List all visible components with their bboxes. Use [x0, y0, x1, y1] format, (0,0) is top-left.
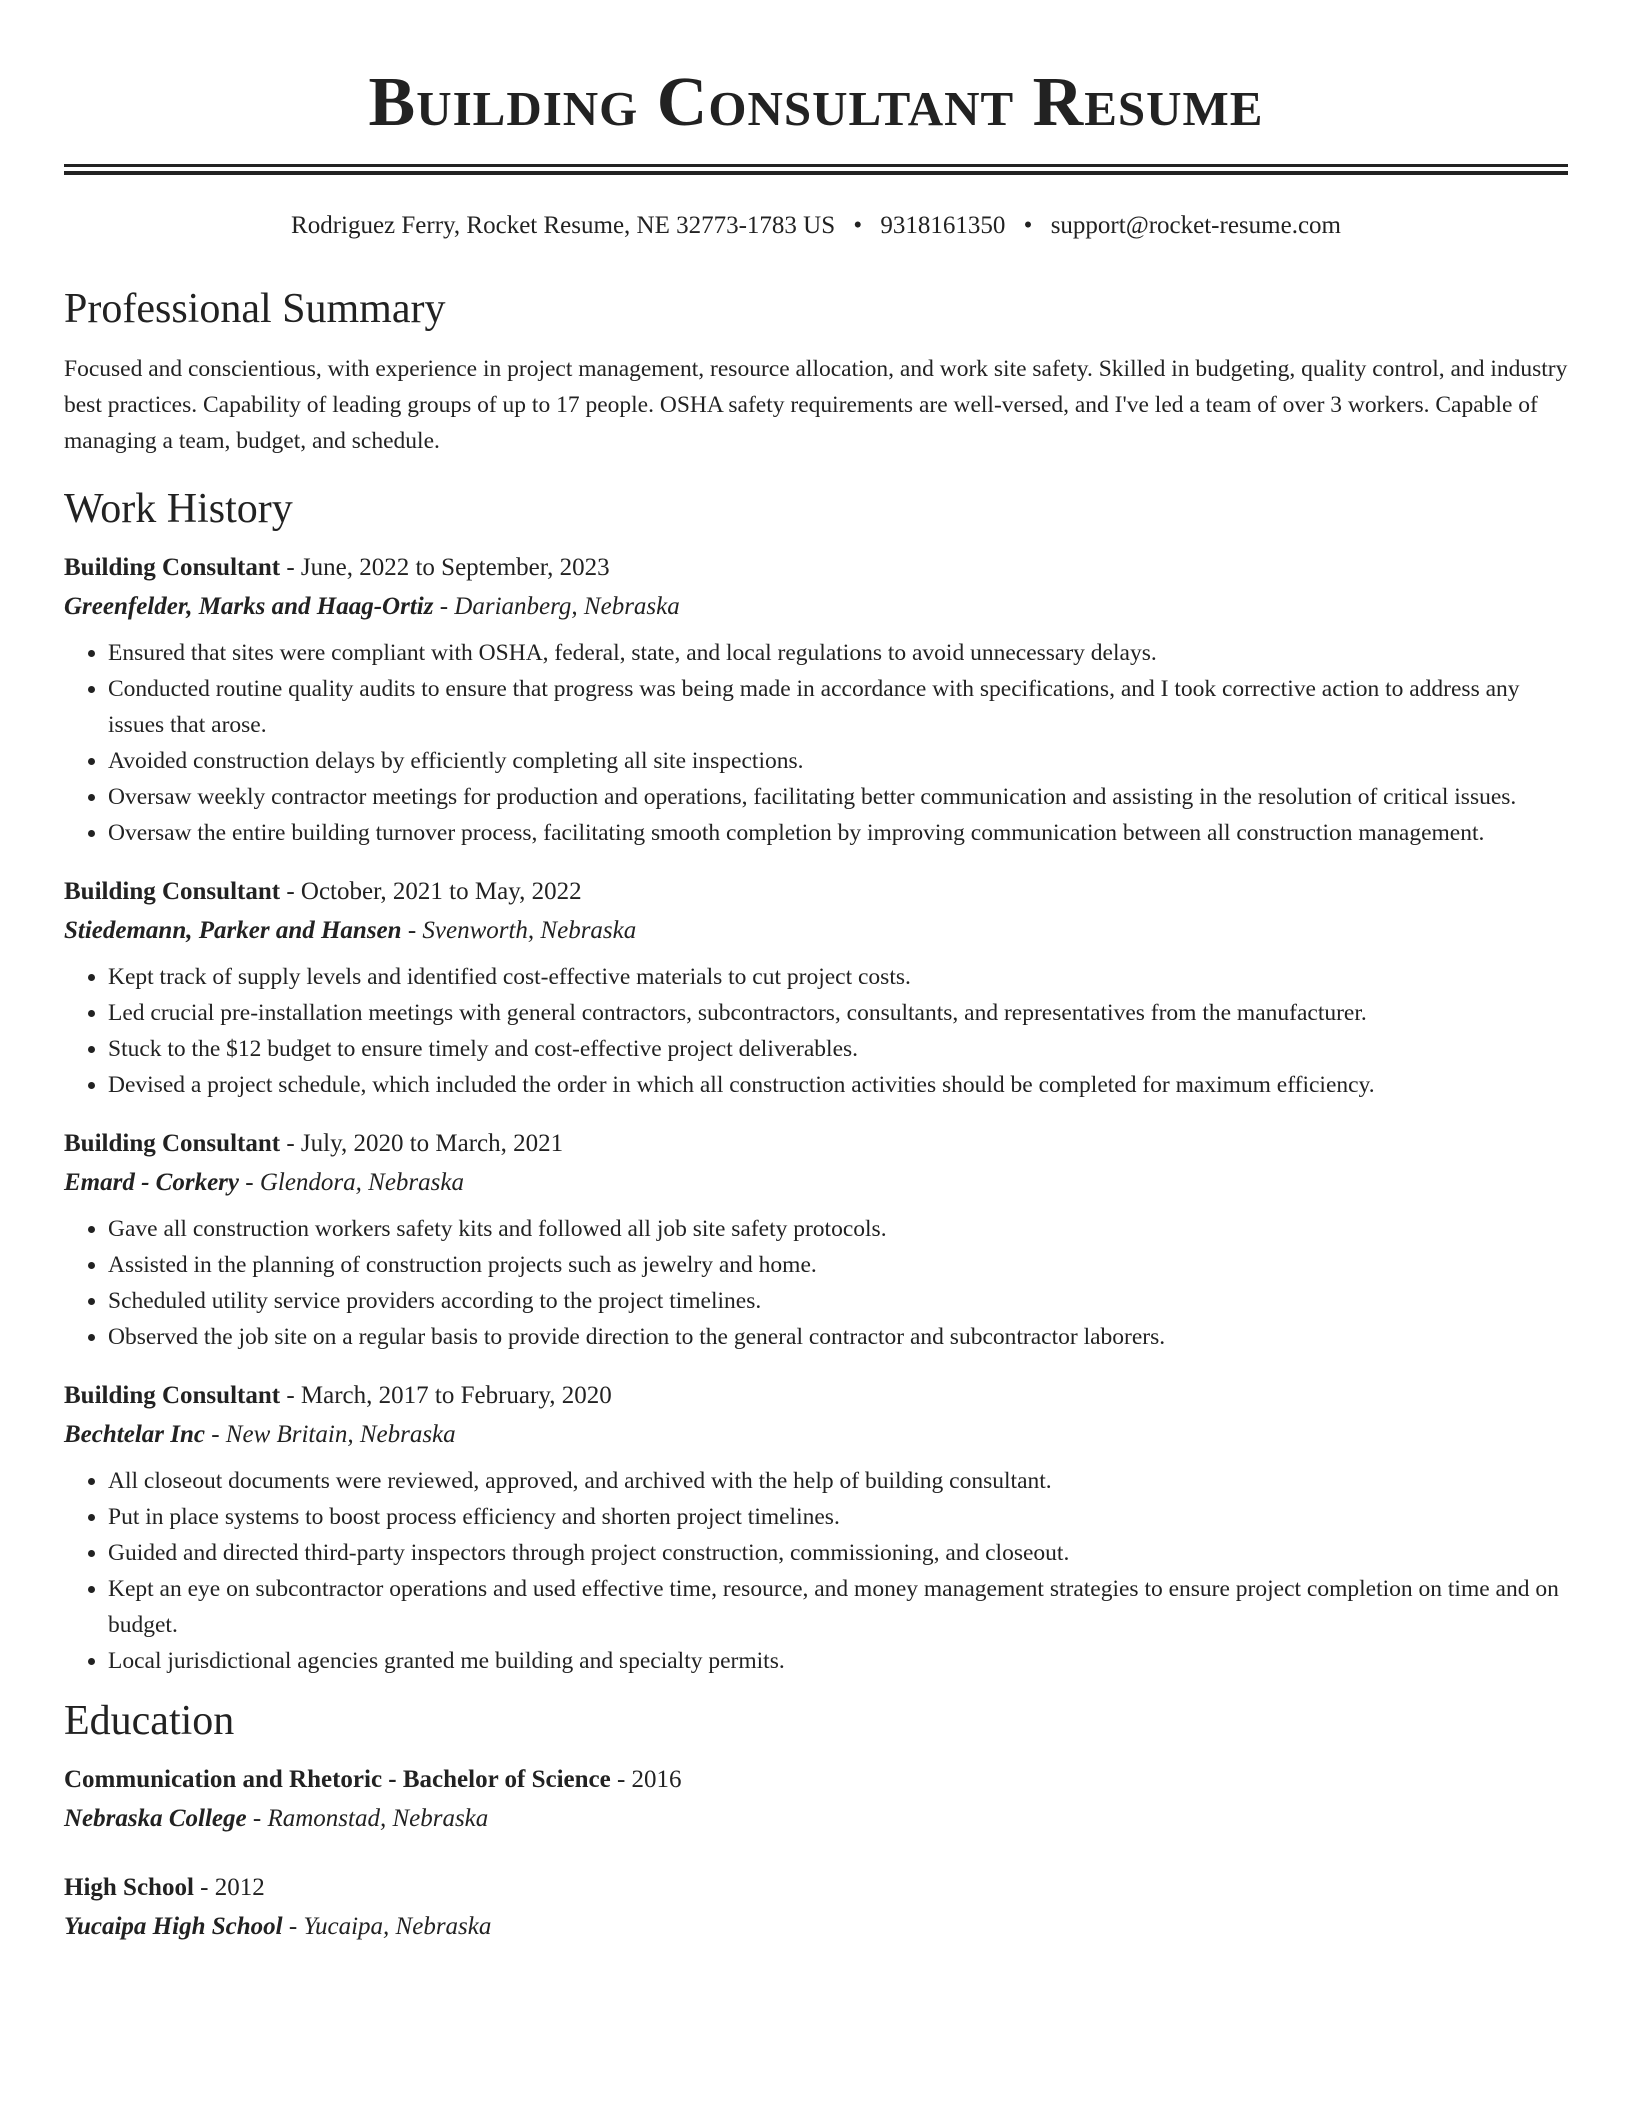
job-company: Bechtelar Inc [64, 1421, 205, 1448]
summary-heading: Professional Summary [64, 286, 446, 332]
job-bullet-item: • Put in place systems to boost process efficiency and shorten project timelines. [108, 1499, 1568, 1535]
education-degree-line [64, 1869, 1568, 1907]
job-bullet-item: • Observed the job site on a regular basis to provide direction to the general contractor and subcontractor laborers. [108, 1319, 1568, 1355]
education-degree: Communication and Rhetoric - Bachelor of Science [64, 1766, 611, 1793]
education-year: - 2016 [610, 1766, 682, 1793]
education-entry [64, 1869, 1568, 1947]
job-location: - Svenworth, Nebraska [401, 917, 637, 944]
job-company-line [64, 1163, 1568, 1203]
job-entry [64, 549, 1568, 851]
education-school-line [64, 1907, 1568, 1947]
job-bullet-item: • Gave all construction workers safety kits and followed all job site safety protocols. [108, 1211, 1568, 1247]
job-bullet-item: • Guided and directed third-party inspectors through project construction, commissioning, and closeout. [108, 1535, 1568, 1571]
work-history-heading: Work History [64, 486, 293, 532]
job-bullet-item: • Assisted in the planning of construction projects such as jewelry and home. [108, 1247, 1568, 1283]
job-bullet-item: • Led crucial pre-installation meetings with general contractors, subcontractors, consultants, and representatives from the manufacturer. [108, 995, 1568, 1031]
job-title: Building Consultant [64, 554, 281, 581]
job-title: Building Consultant [64, 1382, 281, 1409]
job-bullet-item: • Kept track of supply levels and identified cost-effective materials to cut project costs. [108, 959, 1568, 995]
job-location: - Darianberg, Nebraska [433, 593, 680, 620]
job-bullets [64, 959, 1568, 1103]
education-school: Nebraska College [64, 1805, 247, 1832]
job-company-line [64, 587, 1568, 627]
job-entry [64, 873, 1568, 1103]
education-school: Yucaipa High School [64, 1913, 283, 1940]
summary-text: Focused and conscientious, with experience in project management, resource allocation, and work site safety. Skilled in budgeting, quality control, and industry best practices. Capability of leading groups of up to 17 people. OSHA safety requirements are well-versed, and I've led a team of over 3 workers. Capable of managing a team, budget, and schedule. [64, 356, 1568, 454]
job-dates: - June, 2022 to September, 2023 [280, 554, 610, 581]
education-degree: High School [64, 1874, 194, 1901]
contact-line [64, 209, 1568, 243]
resume-page [64, 0, 1568, 1947]
job-bullet-item: • Devised a project schedule, which included the order in which all construction activities should be completed for maximum efficiency. [108, 1067, 1568, 1103]
job-title-line [64, 873, 1568, 911]
education-year: - 2012 [193, 1874, 265, 1901]
job-company: Greenfelder, Marks and Haag-Ortiz [64, 593, 434, 620]
job-bullet-item: • Kept an eye on subcontractor operations and used effective time, resource, and money management strategies to ensure project completion on time and on budget. [108, 1571, 1568, 1643]
job-company: Stiedemann, Parker and Hansen [64, 917, 402, 944]
job-dates: - October, 2021 to May, 2022 [280, 878, 582, 905]
job-bullet-item: • Oversaw the entire building turnover process, facilitating smooth completion by improving communication between all construction management. [108, 815, 1568, 851]
job-bullet-item: • Ensured that sites were compliant with OSHA, federal, state, and local regulations to avoid unnecessary delays. [108, 635, 1568, 671]
education-entry [64, 1761, 1568, 1839]
job-entry [64, 1377, 1568, 1679]
job-bullet-item: • Local jurisdictional agencies granted me building and specialty permits. [108, 1643, 1568, 1679]
education-location: - Ramonstad, Nebraska [246, 1805, 489, 1832]
contact-separator: • [1023, 212, 1033, 239]
job-bullet-item: • Avoided construction delays by efficiently completing all site inspections. [108, 743, 1568, 779]
job-bullets [64, 1211, 1568, 1355]
job-bullets [64, 635, 1568, 851]
job-dates: - March, 2017 to February, 2020 [280, 1382, 612, 1409]
contact-address: Rodriguez Ferry, Rocket Resume, NE 32773-1783 US [291, 212, 836, 239]
contact-separator: • [853, 212, 863, 239]
job-title-line [64, 1377, 1568, 1415]
education-list [64, 1761, 1568, 1947]
job-location: - New Britain, Nebraska [204, 1421, 456, 1448]
job-title-line [64, 1125, 1568, 1163]
job-dates: - July, 2020 to March, 2021 [280, 1130, 564, 1157]
job-bullet-item: • Oversaw weekly contractor meetings for production and operations, facilitating better communication and assisting in the resolution of critical issues. [108, 779, 1568, 815]
job-bullet-item: • Conducted routine quality audits to ensure that progress was being made in accordance with specifications, and I took corrective action to address any issues that arose. [108, 671, 1568, 743]
job-entry [64, 1125, 1568, 1355]
education-school-line [64, 1799, 1568, 1839]
job-company-line [64, 1415, 1568, 1455]
page-title: Building Consultant Resume [368, 64, 1264, 141]
job-bullet-item: • All closeout documents were reviewed, approved, and archived with the help of building consultant. [108, 1463, 1568, 1499]
job-title-line [64, 549, 1568, 587]
education-heading: Education [64, 1698, 235, 1744]
education-location: - Yucaipa, Nebraska [282, 1913, 492, 1940]
job-title: Building Consultant [64, 1130, 281, 1157]
job-location: - Glendora, Nebraska [239, 1169, 464, 1196]
work-history-list [64, 549, 1568, 1679]
job-bullets [64, 1463, 1568, 1679]
job-bullet-item: • Scheduled utility service providers according to the project timelines. [108, 1283, 1568, 1319]
job-company: Emard - Corkery [64, 1169, 239, 1196]
contact-email: support@rocket-resume.com [1050, 212, 1341, 239]
job-title: Building Consultant [64, 878, 281, 905]
job-bullet-item: • Stuck to the $12 budget to ensure timely and cost-effective project deliverables. [108, 1031, 1568, 1067]
title-double-rule [64, 164, 1568, 175]
education-degree-line [64, 1761, 1568, 1799]
job-company-line [64, 911, 1568, 951]
contact-phone: 9318161350 [880, 212, 1006, 239]
